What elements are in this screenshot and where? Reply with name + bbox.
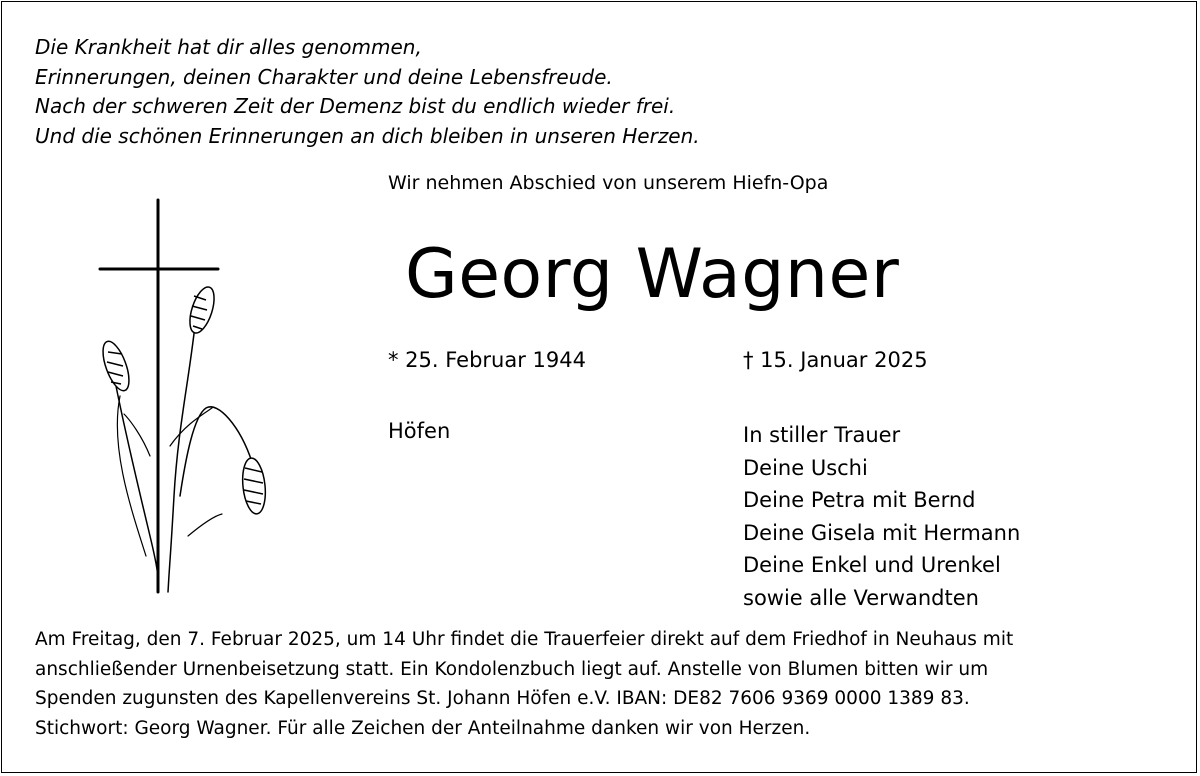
notice-line: Am Freitag, den 7. Februar 2025, um 14 Uhr findet die Trauerfeier direkt auf dem Friedhof in Neuhaus mit bbox=[35, 629, 1014, 650]
mourners-list bbox=[743, 419, 1020, 614]
funeral-notice bbox=[35, 625, 1175, 743]
deceased-name: Georg Wagner bbox=[405, 235, 900, 314]
poem-line: Nach der schweren Zeit der Demenz bist du endlich wieder frei. bbox=[35, 94, 676, 118]
notice-line: Spenden zugunsten des Kapellenvereins St. Johann Höfen e.V. IBAN: DE82 7606 9369 0000 1389 83. bbox=[35, 688, 970, 709]
mourner-line: Deine Enkel und Urenkel bbox=[743, 553, 1001, 577]
poem-line: Und die schönen Erinnerungen an dich bleiben in unseren Herzen. bbox=[35, 123, 700, 148]
mourner-line: In stiller Trauer bbox=[743, 423, 901, 447]
birth-date: * 25. Februar 1944 bbox=[388, 348, 586, 372]
notice-line: anschließender Urnenbeisetzung statt. Ein Kondolenzbuch liegt auf. Anstelle von Blumen bitten wir um bbox=[35, 658, 989, 680]
farewell-intro: Wir nehmen Abschied von unserem Hiefn-Opa bbox=[388, 172, 829, 194]
death-date: † 15. Januar 2025 bbox=[743, 348, 928, 372]
cross-with-wheat-icon bbox=[90, 196, 280, 596]
mourner-line: Deine Uschi bbox=[743, 455, 868, 480]
mourner-line: Deine Gisela mit Hermann bbox=[743, 520, 1021, 545]
mourner-line: Deine Petra mit Bernd bbox=[743, 488, 976, 512]
poem-line: Erinnerungen, deinen Charakter und deine Lebensfreude. bbox=[35, 64, 613, 89]
mourner-line: sowie alle Verwandten bbox=[743, 585, 979, 610]
notice-line: Stichwort: Georg Wagner. Für alle Zeichen der Anteilnahme danken wir von Herzen. bbox=[35, 717, 811, 739]
poem-line: Die Krankheit hat dir alles genommen, bbox=[35, 35, 422, 59]
hometown: Höfen bbox=[388, 419, 451, 443]
memorial-poem bbox=[35, 33, 835, 151]
